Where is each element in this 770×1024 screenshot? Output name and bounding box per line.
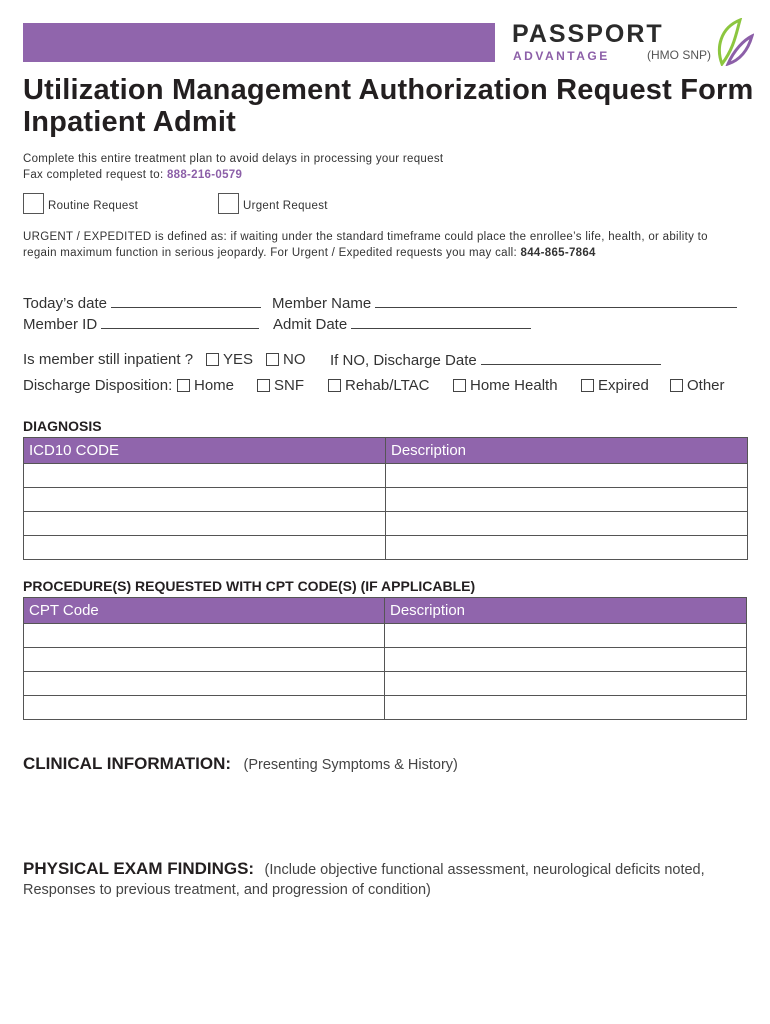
physical-exam-area[interactable] [23, 905, 747, 1005]
table-row [24, 648, 747, 672]
disposition-expired-option[interactable] [581, 377, 649, 394]
no-label: NO [283, 351, 306, 368]
clinical-info-note: (Presenting Symptoms & History) [243, 757, 458, 773]
diagnosis-table [23, 437, 748, 560]
discharge-date-label: If NO, Discharge Date [330, 352, 477, 369]
yes-label: YES [223, 351, 254, 368]
disposition-home-health-checkbox[interactable] [453, 379, 466, 392]
still-inpatient-label: Is member still inpatient ? [23, 351, 194, 368]
member-name-input[interactable] [375, 294, 737, 308]
title-line-1: Utilization Management Authorization Request Form [23, 74, 754, 106]
disposition-snf-option[interactable] [257, 377, 304, 394]
disposition-other-checkbox[interactable] [670, 379, 683, 392]
table-cell[interactable] [24, 488, 386, 512]
disposition-home-checkbox[interactable] [177, 379, 190, 392]
todays-date-input[interactable] [111, 294, 261, 308]
table-row [24, 536, 748, 560]
procedures-table [23, 597, 747, 720]
table-cell[interactable] [386, 512, 748, 536]
todays-date-field [23, 294, 261, 312]
instructions-line: Complete this entire treatment plan to avoid delays in processing your request [23, 153, 444, 165]
fax-label: Fax completed request to: [23, 169, 167, 181]
fax-instructions [23, 169, 242, 181]
urgent-note-line-1: URGENT / EXPEDITED is defined as: if waiting under the standard timeframe could place the enrollee’s life, health, or ability to [23, 231, 708, 243]
member-name-field [272, 294, 737, 312]
fax-number: 888-216-0579 [166, 169, 243, 181]
urgent-note-line-2 [23, 247, 753, 259]
page-title [23, 74, 754, 138]
routine-request-checkbox[interactable] [23, 193, 44, 214]
discharge-date-input[interactable] [481, 351, 661, 365]
procedure-description-column-header: Description [385, 598, 747, 624]
table-row [24, 624, 747, 648]
physical-exam-note-2: Responses to previous treatment, and progression of condition) [23, 882, 431, 898]
table-cell[interactable] [24, 512, 386, 536]
member-id-label: Member ID [23, 316, 98, 333]
table-cell[interactable] [24, 536, 386, 560]
no-checkbox[interactable] [266, 353, 279, 366]
header-bar [23, 23, 495, 62]
table-row [24, 672, 747, 696]
admit-date-field [273, 315, 531, 333]
yes-checkbox[interactable] [206, 353, 219, 366]
table-cell[interactable] [24, 648, 385, 672]
disposition-expired-label: Expired [598, 377, 649, 394]
logo-brand: PASSPORT [512, 20, 664, 48]
member-name-label: Member Name [272, 295, 372, 312]
table-cell[interactable] [385, 624, 747, 648]
table-cell[interactable] [24, 624, 385, 648]
disposition-home-label: Home [194, 377, 235, 394]
disposition-home-option[interactable] [177, 377, 234, 394]
discharge-date-field [330, 351, 661, 369]
yes-option[interactable] [206, 351, 253, 368]
clinical-info-section [23, 754, 458, 774]
table-cell[interactable] [24, 696, 385, 720]
diagnosis-header-row [24, 438, 748, 464]
admit-date-input[interactable] [351, 315, 531, 329]
disposition-rehab-label: Rehab/LTAC [345, 377, 430, 394]
disposition-rehab-option[interactable] [328, 377, 430, 394]
logo-subbrand: ADVANTAGE [513, 49, 610, 63]
discharge-disposition-label: Discharge Disposition: [23, 377, 173, 394]
diagnosis-description-column-header: Description [386, 438, 748, 464]
table-cell[interactable] [24, 672, 385, 696]
disposition-home-health-label: Home Health [470, 377, 558, 394]
table-cell[interactable] [386, 488, 748, 512]
table-cell[interactable] [386, 464, 748, 488]
member-id-field [23, 315, 259, 333]
disposition-snf-label: SNF [274, 377, 304, 394]
procedures-heading: PROCEDURE(S) REQUESTED WITH CPT CODE(S) (IF APPLICABLE) [23, 578, 476, 594]
urgent-phone: 844-865-7864 [520, 247, 596, 259]
no-option[interactable] [266, 351, 306, 368]
clinical-info-area[interactable] [23, 780, 747, 840]
cpt-column-header: CPT Code [24, 598, 385, 624]
leaf-icon [714, 18, 754, 66]
clinical-info-heading: CLINICAL INFORMATION: [23, 754, 232, 773]
table-row [24, 464, 748, 488]
member-id-input[interactable] [101, 315, 259, 329]
urgent-request-checkbox[interactable] [218, 193, 239, 214]
passport-logo [512, 18, 757, 68]
table-row [24, 696, 747, 720]
urgent-request-label: Urgent Request [243, 200, 328, 212]
todays-date-label: Today’s date [23, 295, 107, 312]
disposition-other-label: Other [687, 377, 725, 394]
disposition-snf-checkbox[interactable] [257, 379, 270, 392]
icd10-column-header: ICD10 CODE [24, 438, 386, 464]
disposition-home-health-option[interactable] [453, 377, 558, 394]
routine-request-label: Routine Request [48, 200, 139, 212]
procedures-header-row [24, 598, 747, 624]
physical-exam-note-1: (Include objective functional assessment, neurological deficits noted, [264, 862, 705, 878]
table-cell[interactable] [24, 464, 386, 488]
table-row [24, 488, 748, 512]
urgent-note-text: regain maximum function in serious jeopardy. For Urgent / Expedited requests you may call: [23, 247, 521, 259]
table-cell[interactable] [386, 536, 748, 560]
disposition-rehab-checkbox[interactable] [328, 379, 341, 392]
title-line-2: Inpatient Admit [23, 106, 236, 138]
physical-exam-section [23, 859, 763, 879]
logo-plan: (HMO SNP) [647, 48, 711, 62]
diagnosis-heading: DIAGNOSIS [23, 418, 102, 434]
table-cell[interactable] [385, 648, 747, 672]
table-cell[interactable] [385, 696, 747, 720]
disposition-other-option[interactable] [670, 377, 725, 394]
admit-date-label: Admit Date [273, 316, 348, 333]
table-cell[interactable] [385, 672, 747, 696]
table-row [24, 512, 748, 536]
disposition-expired-checkbox[interactable] [581, 379, 594, 392]
physical-exam-heading: PHYSICAL EXAM FINDINGS: [23, 859, 255, 878]
